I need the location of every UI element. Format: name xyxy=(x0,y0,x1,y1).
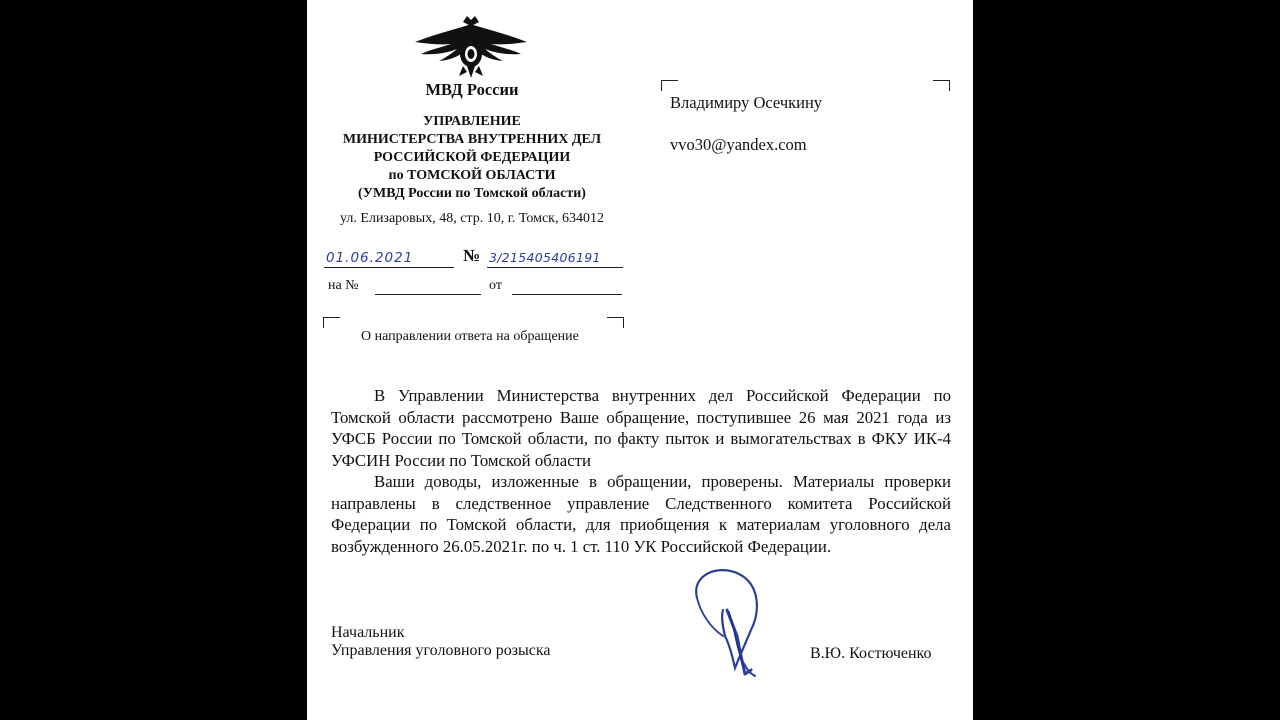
signer-name: В.Ю. Костюченко xyxy=(810,645,932,662)
corner-bracket xyxy=(323,317,340,328)
address: ул. Елизаровых, 48, стр. 10, г. Томск, 634012 xyxy=(340,211,604,226)
corner-bracket xyxy=(607,317,624,328)
subject-line: О направлении ответа на обращение xyxy=(361,329,579,344)
from-date-underline xyxy=(512,294,622,295)
number-underline xyxy=(487,267,623,268)
agency-name: МВД России xyxy=(425,80,519,99)
letter-body xyxy=(331,385,951,557)
signer-title-line: Управления уголовного розыска xyxy=(331,642,551,659)
from-label: от xyxy=(489,278,502,293)
department-line: МИНИСТЕРСТВА ВНУТРЕННИХ ДЕЛ xyxy=(342,132,602,147)
reply-to-label: на № xyxy=(328,278,359,293)
signer-title xyxy=(331,624,551,660)
department-line: РОССИЙСКОЙ ФЕДЕРАЦИИ xyxy=(373,150,571,165)
handwritten-date: 01.06.2021 xyxy=(326,250,414,266)
department-line: УПРАВЛЕНИЕ xyxy=(423,114,521,129)
letter-page xyxy=(307,0,973,720)
date-underline xyxy=(324,267,454,268)
body-paragraph: В Управлении Министерства внутренних дел Российской Федерации по Томской области рассмотрено Ваше обращение, поступившее 26 мая 2021 года из УФСБ России по Томской области, по факту пыток и вымогательствах в ФКУ ИК-4 УФСИН России по Томской области xyxy=(331,386,951,470)
recipient-email: vvo30@yandex.com xyxy=(670,135,807,154)
reply-number-underline xyxy=(375,294,481,295)
double-eagle-emblem-icon xyxy=(411,14,531,80)
department-line: по ТОМСКОЙ ОБЛАСТИ xyxy=(388,168,556,183)
recipient-name: Владимиру Осечкину xyxy=(670,93,823,112)
number-label: № xyxy=(463,246,481,265)
department-block xyxy=(307,113,637,203)
signer-title-line: Начальник xyxy=(331,624,405,641)
department-line: (УМВД России по Томской области) xyxy=(358,186,586,201)
corner-bracket xyxy=(933,80,950,91)
body-paragraph: Ваши доводы, изложенные в обращении, проверены. Материалы проверки направлены в следственное управление Следственного комитета Российской Федерации по Томской области, для приобщения к материалам уголовного дела возбужденного 26.05.2021г. по ч. 1 ст. 110 УК Российской Федерации. xyxy=(331,472,951,556)
corner-bracket xyxy=(661,80,678,91)
handwritten-signature-icon xyxy=(685,566,775,681)
handwritten-number: 3/215405406191 xyxy=(489,250,601,265)
